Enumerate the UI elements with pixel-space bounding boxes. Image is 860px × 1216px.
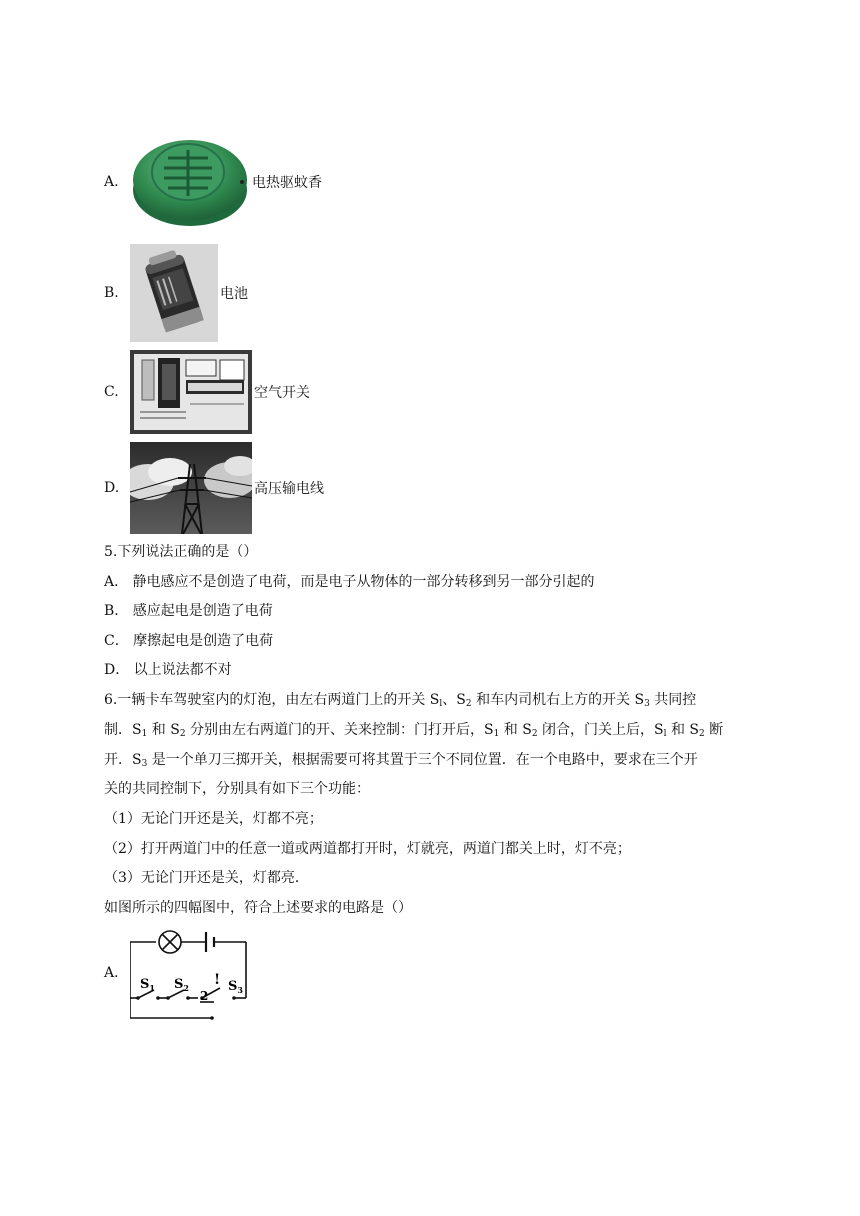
position-1-label: ! xyxy=(214,972,221,988)
mosquito-heater-image xyxy=(130,132,250,232)
position-2-label: 2 xyxy=(200,989,209,1003)
option-letter: C. xyxy=(104,384,119,400)
subscript: 2 xyxy=(699,729,705,739)
text-run: 、S xyxy=(442,692,466,708)
text-run: 是一个单刀三掷开关，根据需要可将其置于三个不同位置．在一个电路中，要求在三个开 xyxy=(147,752,698,768)
battery-image xyxy=(130,244,218,342)
subscript: l xyxy=(663,729,667,739)
option-caption: 空气开关 xyxy=(254,385,310,401)
text-run: 制．S xyxy=(104,722,142,738)
option-letter: D. xyxy=(104,480,120,496)
switch-s3-label: $S_3$ xyxy=(228,979,243,995)
text-run: 和车内司机右上方的开关 S xyxy=(471,692,645,708)
text-run: 断 xyxy=(704,722,724,738)
switch-s1-label: $S_1$ xyxy=(140,977,155,993)
subscript: l xyxy=(439,699,443,709)
text-run: 共同控 xyxy=(649,692,697,708)
q6-stem-line-3 xyxy=(104,750,698,774)
q5-option-b: B． 感应起电是创造了电荷 xyxy=(104,603,273,619)
power-line-image xyxy=(130,442,252,534)
air-switch-image xyxy=(130,350,252,434)
subscript: 2 xyxy=(531,729,538,739)
q4-option-d xyxy=(104,442,324,534)
subscript: 1 xyxy=(141,729,148,739)
q5-stem: 5.下列说法正确的是（） xyxy=(104,544,258,560)
option-caption: 高压输电线 xyxy=(254,481,324,497)
option-letter: B. xyxy=(104,285,119,301)
q6-function-3: （3）无论门开还是关，灯都亮． xyxy=(104,870,309,886)
text-run: 分别由左右两道门的开、关来控制：门打开后，S xyxy=(185,722,494,738)
text-run: 开．S xyxy=(104,752,142,768)
text-run: 和 S xyxy=(499,722,532,738)
option-letter: A． xyxy=(104,965,129,981)
subscript: 1 xyxy=(493,729,500,739)
q4-option-c xyxy=(104,350,310,434)
q5-option-d: D． 以上说法都不对 xyxy=(104,662,232,678)
text-run: 6.一辆卡车驾驶室内的灯泡，由左右两道门上的开关 S xyxy=(104,692,440,708)
option-caption: 电池 xyxy=(220,286,248,302)
q6-function-1: （1）无论门开还是关，灯都不亮； xyxy=(104,811,323,827)
option-letter: A. xyxy=(104,174,119,190)
q5-option-c: C． 摩擦起电是创造了电荷 xyxy=(104,633,274,649)
q6-stem-line-2 xyxy=(104,720,723,744)
q5-option-a: A． 静电感应不是创造了电荷，而是电子从物体的一部分转移到另一部分引起的 xyxy=(104,574,595,590)
q6-stem-line-1 xyxy=(104,690,696,714)
option-caption: 电热驱蚊香 xyxy=(252,175,322,191)
subscript: 3 xyxy=(141,759,148,769)
q4-option-a xyxy=(104,132,322,232)
circuit-diagram xyxy=(130,928,260,1024)
switch-s2-label: $S_2$ xyxy=(174,977,189,993)
text-run: 闭合，门关上后，S xyxy=(537,722,664,738)
subscript: 3 xyxy=(644,699,650,709)
q4-option-b xyxy=(104,244,248,342)
q6-stem-line-4: 关的共同控制下，分别具有如下三个功能： xyxy=(104,781,370,797)
q6-function-2: （2）打开两道门中的任意一道或两道都打开时，灯就亮，两道门都关上时，灯不亮； xyxy=(104,841,631,857)
q6-option-a xyxy=(104,928,260,1024)
text-run: 和 S xyxy=(147,722,180,738)
subscript: 2 xyxy=(179,729,186,739)
text-run: 和 S xyxy=(666,722,700,738)
q6-prompt: 如图所示的四幅图中，符合上述要求的电路是（） xyxy=(104,900,412,916)
subscript: 2 xyxy=(465,699,472,709)
